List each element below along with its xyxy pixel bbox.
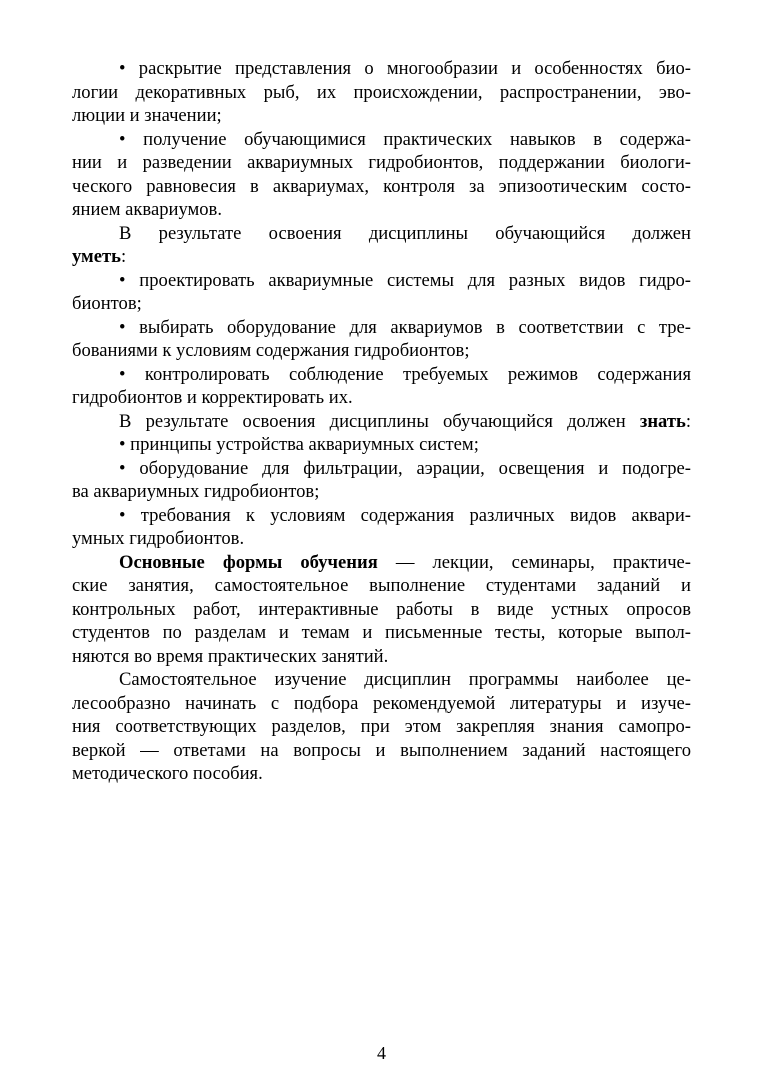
text-line: лесообразно начинать с подбора рекомендуемой литературы и изуче- — [72, 692, 691, 714]
text-line: Самостоятельное изучение дисциплин программы наиболее це- — [119, 669, 691, 690]
body-text — [72, 57, 691, 786]
text-line: В результате освоения дисциплины обучающийся должен — [119, 222, 691, 244]
text-line: нии и разведении аквариумных гидробионтов, поддержании биологи- — [72, 152, 691, 173]
text-line: • проектировать аквариумные системы для разных видов гидро- — [119, 269, 691, 291]
text-line: контрольных работ, интерактивные работы в виде устных опросов — [72, 598, 691, 620]
text-line: • требования к условиям содержания различных видов аквари- — [119, 504, 691, 526]
text-line: бионтов; — [72, 293, 142, 314]
text-line — [72, 245, 691, 269]
bold-term-umet: уметь — [72, 246, 121, 267]
text-line: гидробионтов и корректировать их. — [72, 387, 353, 408]
bold-term-znat: знать — [639, 410, 686, 432]
text-line: люции и значении; — [72, 105, 222, 126]
text-line: • раскрытие представления о многообразии и особенностях био- — [119, 58, 691, 79]
text-line: ва аквариумных гидробионтов; — [72, 481, 320, 502]
text-line: бованиями к условиям содержания гидробионтов; — [72, 340, 470, 361]
text-line: • оборудование для фильтрации, аэрации, освещения и подогре- — [119, 457, 691, 479]
text-line: • получение обучающимися практических навыков в содержа- — [119, 128, 691, 150]
text-line: • принципы устройства аквариумных систем; — [119, 434, 479, 455]
text-line: • контролировать соблюдение требуемых режимов содержания — [119, 363, 691, 385]
bold-term-forms: Основные формы обучения — [119, 551, 378, 573]
colon: : — [120, 246, 127, 267]
text-span: В результате освоения дисциплины обучающийся должен — [119, 410, 626, 432]
text-line: веркой — ответами на вопросы и выполнением заданий настоящего — [72, 739, 691, 761]
page-number: 4 — [377, 1043, 386, 1063]
text-line — [72, 410, 691, 434]
text-line: няются во время практических занятий. — [72, 645, 389, 667]
text-line: янием аквариумов. — [72, 199, 222, 220]
text-line: методического пособия. — [72, 763, 263, 784]
text-line: ческого равновесия в аквариумах, контроля за эпизоотическим состо- — [72, 175, 691, 197]
text-line: умных гидробионтов. — [72, 528, 245, 549]
text-span: — лекции, семинары, практиче- — [377, 551, 691, 573]
text-line: ские занятия, самостоятельное выполнение студентами заданий и — [72, 575, 691, 596]
colon: : — [685, 410, 692, 432]
text-line: • выбирать оборудование для аквариумов в соответствии с тре- — [119, 316, 691, 338]
text-line — [72, 551, 691, 575]
text-line: логии декоративных рыб, их происхождении, распространении, эво- — [72, 81, 691, 103]
text-line: студентов по разделам и темам и письменные тесты, которые выпол- — [72, 622, 691, 643]
text-line: ния соответствующих разделов, при этом закрепляя знания самопро- — [72, 716, 691, 737]
